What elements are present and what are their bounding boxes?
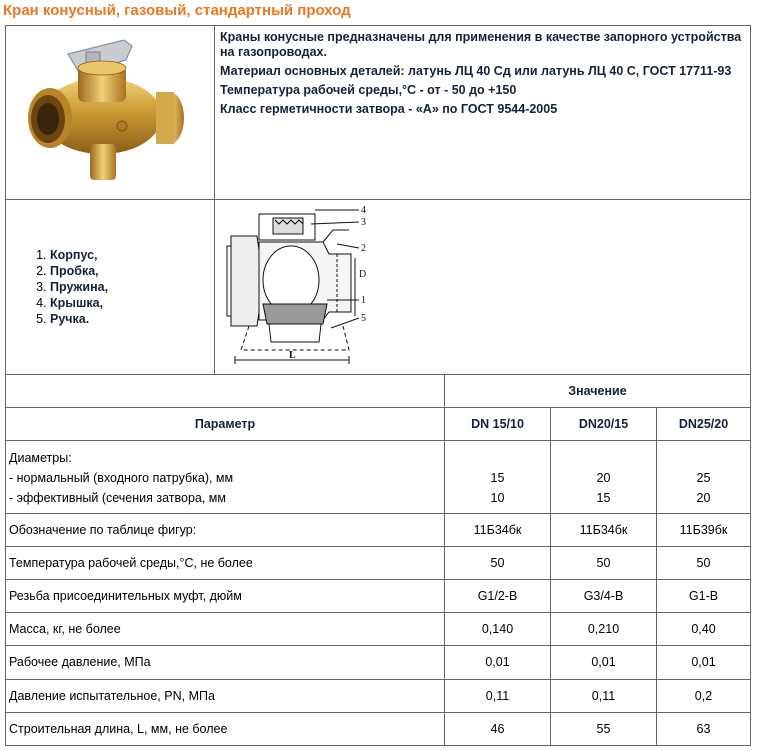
drawing-cell [215,200,751,375]
drawing-label-1: 1 [361,295,366,306]
drawing-label-5: 5 [361,313,366,324]
description-purpose: Краны конусные предназначены для применения в качестве запорного устройства на газопроводах. [220,30,742,59]
table-row: Масса, кг, не более 0,140 0,210 0,40 [6,613,751,646]
list-item: 4. Крышка, [50,295,214,311]
product-info-table [5,25,751,375]
table-row: Температура рабочей среды,°С, не более 50 50 50 [6,546,751,579]
diameter-effective-label: - эффективный (сечения затвора, мм [9,491,226,506]
list-item: 1. Корпус, [50,247,214,263]
column-header: DN20/15 [551,408,657,441]
parts-list [6,247,214,327]
diameter-values-cell: 15 10 [445,441,551,513]
drawing-label-3: 3 [361,217,366,228]
diameter-nominal-label: - нормальный (входного патрубка), мм [9,471,234,486]
drawing-label-l: L [289,350,296,361]
table-row: Рабочее давление, МПа 0,01 0,01 0,01 [6,646,751,679]
column-header: DN25/20 [657,408,751,441]
page-title: Кран конусный, газовый, стандартный проход [3,2,351,19]
drawing-label-d: D [359,269,367,280]
table-corner-cell [6,375,445,408]
diameter-label: Диаметры: [9,451,72,466]
table-row: Обозначение по таблице фигур: 11Б34бк 11Б34бк 11Б39бк [6,513,751,546]
column-header: DN 15/10 [445,408,551,441]
technical-drawing [219,200,379,372]
diameter-values-cell: 20 15 [551,441,657,513]
description-temperature: Температура рабочей среды,°С - от - 50 до +150 [220,83,517,97]
valve-photo [6,26,214,194]
list-item: 2. Пробка, [50,263,214,279]
table-row: Резьба присоединительных муфт, дюйм G1/2-B G3/4-B G1-B [6,580,751,613]
list-item: 5. Ручка. [50,311,214,327]
diameter-values-cell: 25 20 [657,441,751,513]
table-row: Давление испытательное, PN, МПа 0,11 0,11 0,2 [6,679,751,712]
list-item: 3. Пружина, [50,279,214,295]
diameter-labels-cell [6,441,445,513]
product-photo-cell [6,26,215,200]
drawing-label-4: 4 [361,205,366,216]
drawing-label-2: 2 [361,243,366,254]
table-row: Строительная длина, L, мм, не более 46 55 63 [6,712,751,745]
parts-list-cell [6,200,215,375]
specifications-table [5,374,751,746]
description-tightness: Класс герметичности затвора - «А» по ГОСТ 9544-2005 [220,102,558,116]
description-cell [215,26,751,200]
value-header: Значение [445,375,751,408]
description-material: Материал основных деталей: латунь ЛЦ 40 Сд или латунь ЛЦ 40 С, ГОСТ 17711-93 [220,64,732,78]
table-row [6,441,751,513]
parameter-header: Параметр [6,408,445,441]
